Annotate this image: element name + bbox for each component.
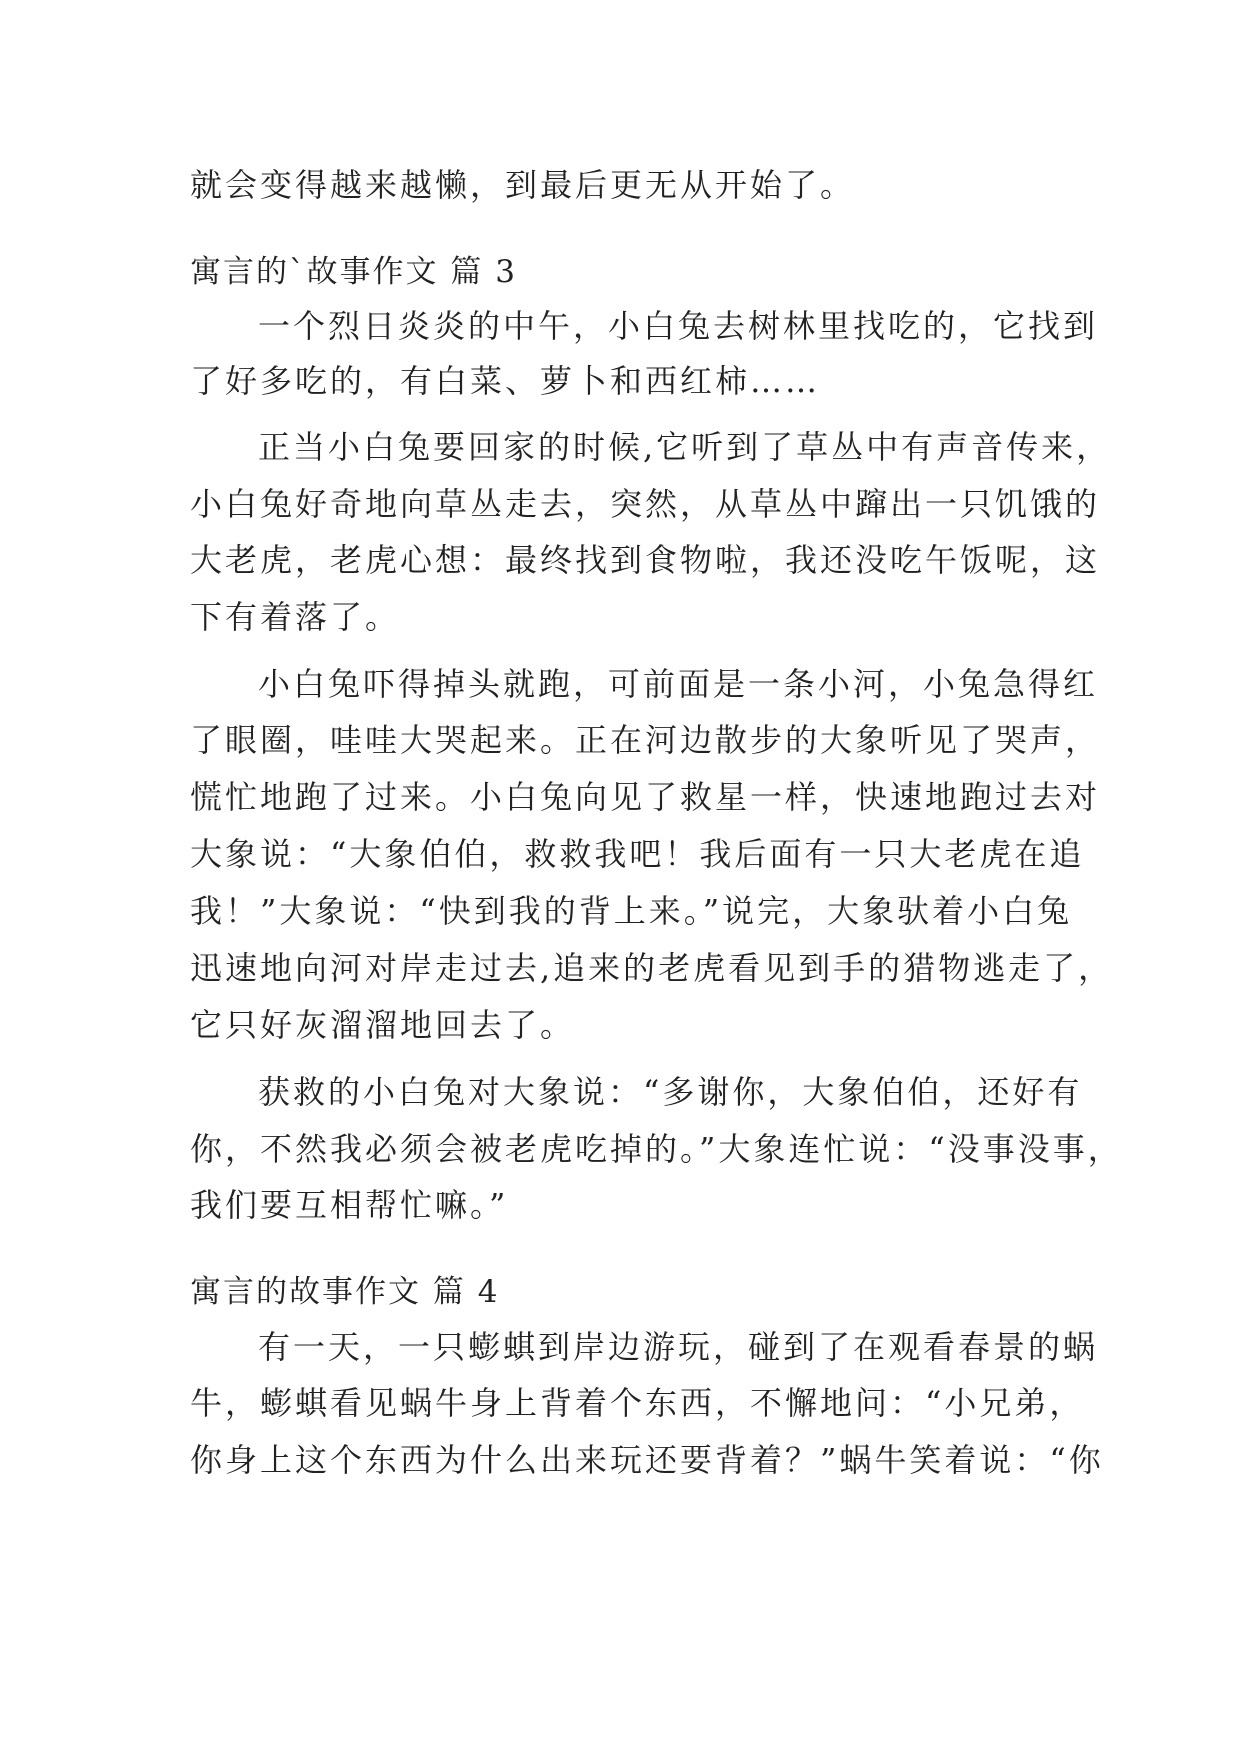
text-line: 就会变得越来越懒，到最后更无从开始了。: [190, 166, 856, 204]
text-line: 小白兔好奇地向草丛走去，突然，从草丛中蹿出一只饥饿的: [190, 485, 1101, 523]
section-heading: 寓言的`故事作文 篇 3: [190, 254, 517, 290]
text-line: 了好多吃的，有白菜、萝卜和西红柿……: [190, 362, 821, 400]
text-line: 有一天，一只蟛蜞到岸边游玩，碰到了在观看春景的蜗: [258, 1328, 1099, 1366]
text-line: 大象说：“大象伯伯，救救我吧！我后面有一只大老虎在追: [190, 835, 1085, 873]
text-line: 小白兔吓得掉头就跑，可前面是一条小河，小兔急得红: [258, 665, 1099, 703]
text-line: 一个烈日炎炎的中午，小白兔去树林里找吃的，它找到: [258, 307, 1099, 345]
text-line: 它只好灰溜溜地回去了。: [190, 1006, 576, 1044]
text-line: 获救的小白兔对大象说：“多谢你，大象伯伯，还好有: [258, 1073, 1083, 1111]
text-line: 了眼圈，哇哇大哭起来。正在河边散步的大象听见了哭声，: [190, 721, 1101, 759]
text-line: 大老虎，老虎心想：最终找到食物啦，我还没吃午饭呢，这: [190, 541, 1101, 579]
text-line: 慌忙地跑了过来。小白兔向见了救星一样，快速地跑过去对: [190, 778, 1101, 816]
text-line: 正当小白兔要回家的时候,它听到了草丛中有声音传来，: [258, 428, 1112, 466]
text-line: 我！”大象说：“快到我的背上来。”说完，大象驮着小白兔: [190, 892, 1073, 930]
text-line: 你身上这个东西为什么出来玩还要背着？”蜗牛笑着说：“你: [190, 1441, 1104, 1479]
text-line: 下有着落了。: [190, 598, 401, 636]
text-line: 我们要互相帮忙嘛。”: [190, 1186, 509, 1224]
text-line: 迅速地向河对岸走过去,追来的老虎看见到手的猎物逃走了，: [190, 949, 1114, 987]
text-line: 牛，蟛蜞看见蜗牛身上背着个东西，不懈地问：“小兄弟，: [190, 1384, 1085, 1422]
section-heading: 寓言的故事作文 篇 4: [190, 1274, 500, 1310]
text-line: 你，不然我必须会被老虎吃掉的。”大象连忙说：“没事没事，: [190, 1130, 1123, 1168]
